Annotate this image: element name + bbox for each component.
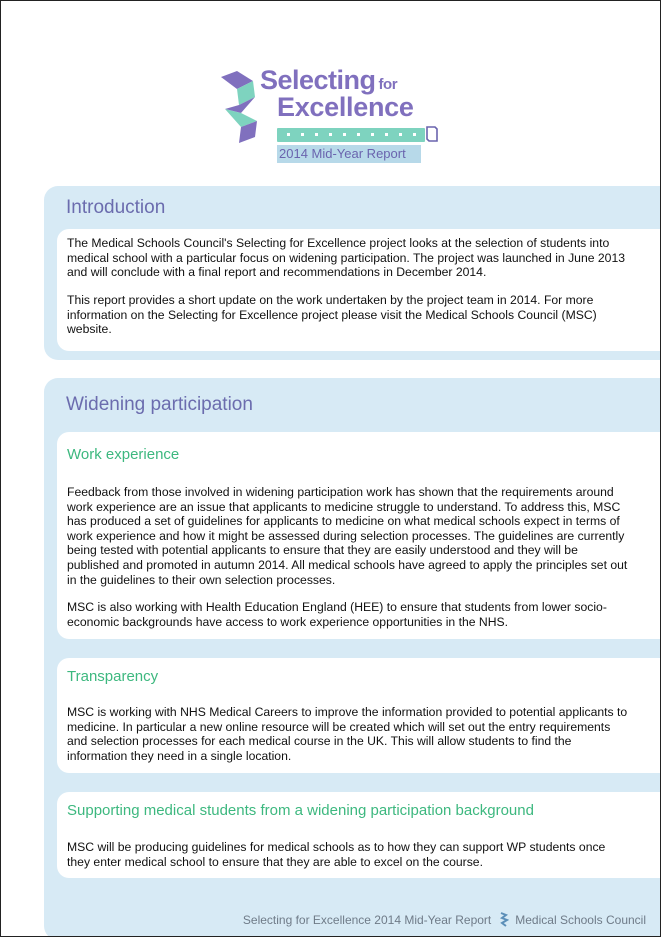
supporting-students-section: [57, 792, 661, 878]
widening-participation-panel: [44, 378, 661, 937]
introduction-panel: [44, 186, 661, 360]
work-experience-heading: Work experience: [67, 446, 180, 463]
footer-report-name: Selecting for Excellence 2014 Mid-Year Report: [242, 913, 492, 927]
work-experience-paragraph-2: MSC is also working with Health Education England (HEE) to ensure that students from lower socio-economic backgrounds have access to work experience opportunities in the NHS.: [67, 600, 607, 629]
work-experience-paragraph-1: Feedback from those involved in widening participation work has shown that the requirements around work experience are an issue that applicants to medicine struggle to understand. To address this, MSC has produced a set of guidelines for applicants to medicine on what medical schools expect in terms of work experience and how it might be assessed during selection processes. The guidelines are currently being tested with potential applicants to ensure that they are easily understood and they will be published and promoted in autumn 2014. All medical schools have agreed to apply the principles set out in the guidelines to their own selection processes.: [67, 485, 628, 587]
transparency-paragraph: MSC is working with NHS Medical Careers to improve the information provided to potential applicants to medicine. In particular a new online resource will be created which will set out the entry requirements and selection processes for each medical course in the UK. This will allow students to find the information they need in a single location.: [67, 705, 628, 763]
logo-filmstrip-bar: [277, 128, 425, 142]
selecting-for-excellence-logo: [215, 65, 455, 165]
report-subtitle: 2014 Mid-Year Report: [277, 145, 421, 163]
widening-participation-heading: Widening participation: [66, 394, 253, 415]
logo-title-line1: Selecting for: [260, 65, 398, 95]
supporting-students-heading: Supporting medical students from a widening participation background: [67, 802, 534, 819]
book-icon: [425, 125, 439, 143]
msc-logo-icon: [499, 912, 509, 928]
logo-title-line2: Excellence: [277, 92, 414, 122]
work-experience-section: [57, 432, 661, 639]
transparency-section: [57, 658, 661, 773]
supporting-students-paragraph: MSC will be producing guidelines for medical schools as to how they can support WP students once they enter medical school to ensure that they are able to excel on the course.: [67, 840, 606, 869]
introduction-body: [57, 229, 661, 351]
transparency-heading: Transparency: [67, 668, 159, 685]
footer-organisation: Medical Schools Council: [515, 913, 646, 927]
introduction-paragraph-1: The Medical Schools Council's Selecting for Excellence project looks at the selection of students into medical school with a particular focus on widening participation. The project was launched in June 2013 and will conclude with a final report and recommendations in December 2014.: [67, 236, 626, 280]
introduction-paragraph-2: This report provides a short update on the work undertaken by the project team in 2014. For more information on the Selecting for Excellence project please visit the Medical Schools Council (MSC) website.: [67, 293, 597, 337]
page-footer: [243, 912, 646, 928]
introduction-heading: Introduction: [66, 197, 166, 218]
